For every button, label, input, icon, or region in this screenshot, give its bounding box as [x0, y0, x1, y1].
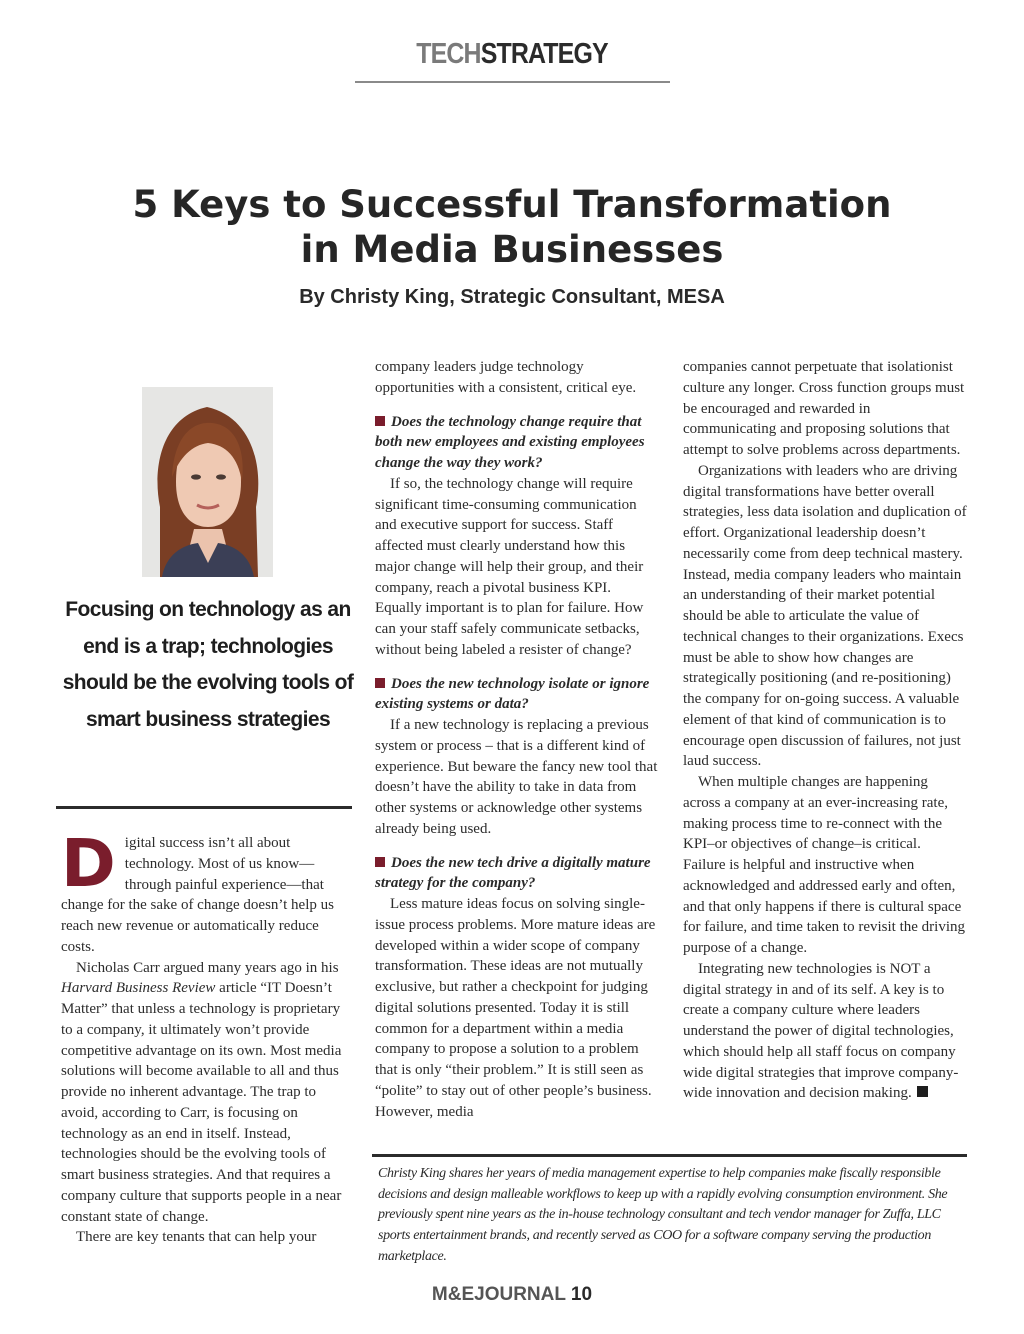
question-3-text: Does the new tech drive a digitally mature strategy for the company? — [375, 854, 651, 892]
publication-name: Harvard Business Review — [61, 980, 216, 997]
header-rule — [355, 81, 670, 83]
col3-paragraph-3 — [683, 959, 967, 1104]
question-1-text: Does the technology change require that both new employees and existing employees change the way they work? — [375, 413, 645, 471]
drop-cap: D — [61, 825, 116, 902]
answer-3: Less mature ideas focus on solving single-issue process problems. More mature ideas are developed within a wider scope of company transformation. These ideas are not mutually exclusive, but rather a checkpoint for judging digital solutions presented. Today it is still common for a department within a media company to propose a solution to a problem that is only “their problem.” It is still seen as “polite” to stay out of other people’s business. However, media — [375, 896, 656, 1120]
title-line-2: in Media Businesses — [300, 228, 724, 271]
byline: By Christy King, Strategic Consultant, MESA — [299, 286, 725, 308]
page-footer — [0, 1284, 1024, 1306]
answer-1: If so, the technology change will require significant time-consuming communication and executive support for success. Staff affected must clearly understand how this major change will help their group, and their company, reach a pivotal business KPI. Equally important is to plan for failure. How can your staff safely communicate setbacks, without being labeled a resister of change? — [375, 475, 644, 658]
column-3 — [683, 357, 967, 1104]
carr-text-b: article “IT Doesn’t Matter” that unless a technology is proprietary to a company, it ultimately won’t provide competitive advantage on its own. Most media solutions will become available to all and thus provide no inherent advantage. The trap to avoid, according to Carr, is focusing on technology as an end in itself. Instead, technologies should be the evolving tools of smart business strategies. And that requires a company culture that supports people in a near constant state of change. — [61, 980, 342, 1225]
section-prefix: TECH — [416, 38, 481, 70]
page-number: 10 — [570, 1284, 593, 1305]
answer-2: If a new technology is replacing a previous system or process – that is a different kind of experience. But beware the fancy new tool that doesn’t have the ability to take in data from other systems or acknowledge other systems already being used. — [375, 717, 658, 837]
col3-paragraph-1: Organizations with leaders who are driving digital transformations have better overall strategies, less data isolation and duplication of effort. Organizational leadership doesn’t necessarily come from deep technical mastery. Instead, media company leaders who maintain an understanding of their market potential should be able to articulate the value of technical changes to their organizations. Execs must be able to show how changes are strategically positioning (and re-positioning) the company for on-going success. A valuable element of that kind of communication is to encourage open discussion of failures, not just laud success. — [683, 462, 967, 770]
pull-quote: Focusing on technology as an end is a trap; technologies should be the evolving tools of smart business strategies — [62, 598, 354, 731]
section-header — [72, 38, 953, 71]
question-2-text: Does the new technology isolate or ignore existing systems or data? — [375, 675, 650, 713]
column-1 — [61, 825, 349, 1248]
col3-continuation: companies cannot perpetuate that isolationist culture any longer. Cross function groups must be encouraged and rewarded in communicating and proposing solutions that attempt to solve problems across departments. — [683, 359, 965, 458]
bullet-square-icon — [375, 857, 385, 867]
tenants-paragraph: There are key tenants that can help your — [76, 1229, 317, 1246]
intro-paragraph — [61, 825, 349, 958]
question-2 — [375, 674, 660, 716]
question-1 — [375, 412, 660, 474]
question-3 — [375, 853, 660, 895]
carr-text-a: Nicholas Carr argued many years ago in his — [76, 959, 339, 976]
end-mark-icon — [917, 1086, 928, 1097]
section-suffix: STRATEGY — [480, 38, 608, 70]
intro-text: igital success isn’t all about technology. Most of us know—through painful experience—that change for the sake of change doesn’t help us reach new revenue or automatically reduce costs. — [61, 835, 334, 955]
bullet-square-icon — [375, 416, 385, 426]
pull-quote-rule — [56, 806, 352, 809]
journal-name: M&EJOURNAL — [431, 1284, 566, 1305]
col3-paragraph-2: When multiple changes are happening across a company at an ever-increasing rate, making process time to re-connect with the KPI–or objectives of change–is critical. Failure is helpful and instructive when acknowledged and addressed early and often, and that only happens if there is cultural space for failure, and time taken to revisit the driving purpose of a change. — [683, 774, 965, 956]
col3-paragraph-3-text: Integrating new technologies is NOT a digital strategy in and of its self. A key is to create a company culture where leaders understand the power of digital technologies, which should help all staff focus on company wide digital strategies that improve company-wide innovation and decision making. — [683, 960, 959, 1102]
bullet-square-icon — [375, 678, 385, 688]
carr-paragraph — [61, 958, 349, 1228]
author-bio: Christy King shares her years of media management expertise to help companies make fiscally responsible decisions and design malleable workflows to keep up with a rapidly evolving consumption environment. She previously spent nine years as the in-house technology consultant and tech vendor manager for Zuffa, LLC sports entertainment brands, and recently served as COO for a software company serving the production marketplace. — [378, 1166, 948, 1264]
col2-continuation: company leaders judge technology opportunities with a consistent, critical eye. — [375, 359, 637, 396]
title-line-1: 5 Keys to Successful Transformation — [132, 183, 892, 226]
bio-rule — [372, 1154, 967, 1157]
author-photo — [142, 387, 273, 577]
column-2 — [375, 357, 660, 1122]
article-title — [0, 182, 1024, 272]
